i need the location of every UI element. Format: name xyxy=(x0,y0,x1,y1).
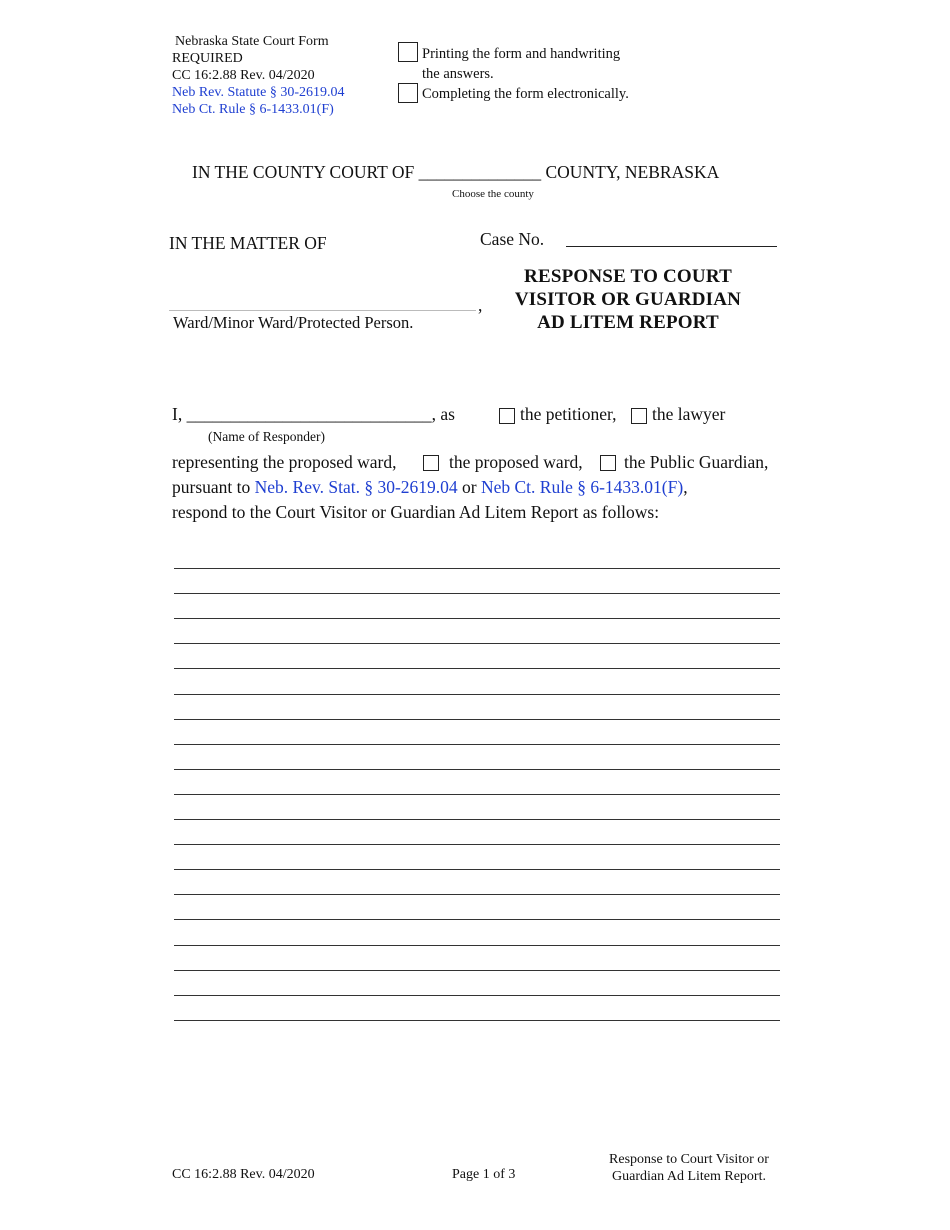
required-label: REQUIRED xyxy=(172,51,243,66)
response-line[interactable] xyxy=(174,1020,780,1021)
ward-label: Ward/Minor Ward/Protected Person. xyxy=(173,313,414,332)
footer-title-line-1: Response to Court Visitor or xyxy=(609,1152,769,1167)
response-line[interactable] xyxy=(174,744,780,745)
response-line[interactable] xyxy=(174,894,780,895)
response-line[interactable] xyxy=(174,919,780,920)
pursuant-line xyxy=(172,477,688,498)
form-header xyxy=(172,33,392,118)
response-line[interactable] xyxy=(174,869,780,870)
electronic-option-checkbox[interactable] xyxy=(398,83,418,103)
print-option-label xyxy=(422,44,620,84)
print-option-checkbox[interactable] xyxy=(398,42,418,62)
public-guardian-label: the Public Guardian, xyxy=(624,452,769,472)
document-title xyxy=(488,265,768,334)
court-prefix: IN THE COUNTY COURT OF xyxy=(192,162,415,182)
print-option-line2: the answers. xyxy=(422,66,494,82)
matter-label: IN THE MATTER OF xyxy=(169,233,327,253)
county-field[interactable]: ______________ xyxy=(418,162,542,182)
proposed-ward-checkbox[interactable] xyxy=(423,455,439,471)
statute-link-body[interactable]: Neb. Rev. Stat. § 30-2619.04 xyxy=(254,477,458,497)
county-hint: Choose the county xyxy=(452,188,534,200)
electronic-option-label: Completing the form electronically. xyxy=(422,86,629,102)
form-name: Nebraska State Court Form xyxy=(175,34,329,49)
title-line-1: RESPONSE TO COURT xyxy=(524,266,732,287)
ward-name-field[interactable] xyxy=(169,310,476,311)
footer-title-line-2: Guardian Ad Litem Report. xyxy=(612,1169,766,1184)
case-no-label: Case No. xyxy=(480,229,545,249)
pursuant-comma: , xyxy=(683,477,688,497)
response-line[interactable] xyxy=(174,769,780,770)
response-line[interactable] xyxy=(174,593,780,594)
response-line[interactable] xyxy=(174,668,780,669)
or-text: or xyxy=(462,477,477,497)
court-suffix: COUNTY, NEBRASKA xyxy=(545,162,720,182)
lawyer-label: the lawyer xyxy=(652,404,726,424)
public-guardian-checkbox[interactable] xyxy=(600,455,616,471)
footer-doc-title xyxy=(590,1151,788,1185)
petitioner-label: the petitioner, xyxy=(520,404,617,424)
statute-link[interactable]: Neb Rev. Statute § 30-2619.04 xyxy=(172,85,345,100)
proposed-ward-label: the proposed ward, xyxy=(449,452,583,472)
footer-page-number: Page 1 of 3 xyxy=(452,1167,516,1182)
case-no-field[interactable] xyxy=(566,246,777,247)
i-prefix: I, xyxy=(172,404,183,424)
pursuant-text: pursuant to xyxy=(172,477,251,497)
petitioner-checkbox[interactable] xyxy=(499,408,515,424)
responder-name-hint: (Name of Responder) xyxy=(208,429,325,444)
court-line xyxy=(192,162,719,183)
title-line-3: AD LITEM REPORT xyxy=(537,312,719,333)
response-line[interactable] xyxy=(174,819,780,820)
response-line[interactable] xyxy=(174,794,780,795)
lawyer-checkbox[interactable] xyxy=(631,408,647,424)
response-line[interactable] xyxy=(174,844,780,845)
response-line[interactable] xyxy=(174,618,780,619)
response-line[interactable] xyxy=(174,568,780,569)
title-line-2: VISITOR OR GUARDIAN xyxy=(514,289,742,310)
respond-text: respond to the Court Visitor or Guardian Ad Litem Report as follows: xyxy=(172,502,660,522)
as-text: , as xyxy=(431,404,455,424)
form-number: CC 16:2.88 Rev. 04/2020 xyxy=(172,68,315,83)
response-line[interactable] xyxy=(174,995,780,996)
response-line[interactable] xyxy=(174,643,780,644)
print-option-line1: Printing the form and handwriting xyxy=(422,46,621,62)
responder-name-field[interactable]: ____________________________ xyxy=(186,404,432,424)
representing-label: representing the proposed ward, xyxy=(172,452,397,472)
responder-line xyxy=(172,404,455,425)
rule-link[interactable]: Neb Ct. Rule § 6-1433.01(F) xyxy=(172,102,334,117)
response-line[interactable] xyxy=(174,945,780,946)
ward-comma: , xyxy=(478,295,483,315)
rule-link-body[interactable]: Neb Ct. Rule § 6-1433.01(F) xyxy=(480,477,684,497)
response-line[interactable] xyxy=(174,694,780,695)
response-line[interactable] xyxy=(174,970,780,971)
footer-form-number: CC 16:2.88 Rev. 04/2020 xyxy=(172,1167,315,1182)
response-line[interactable] xyxy=(174,719,780,720)
